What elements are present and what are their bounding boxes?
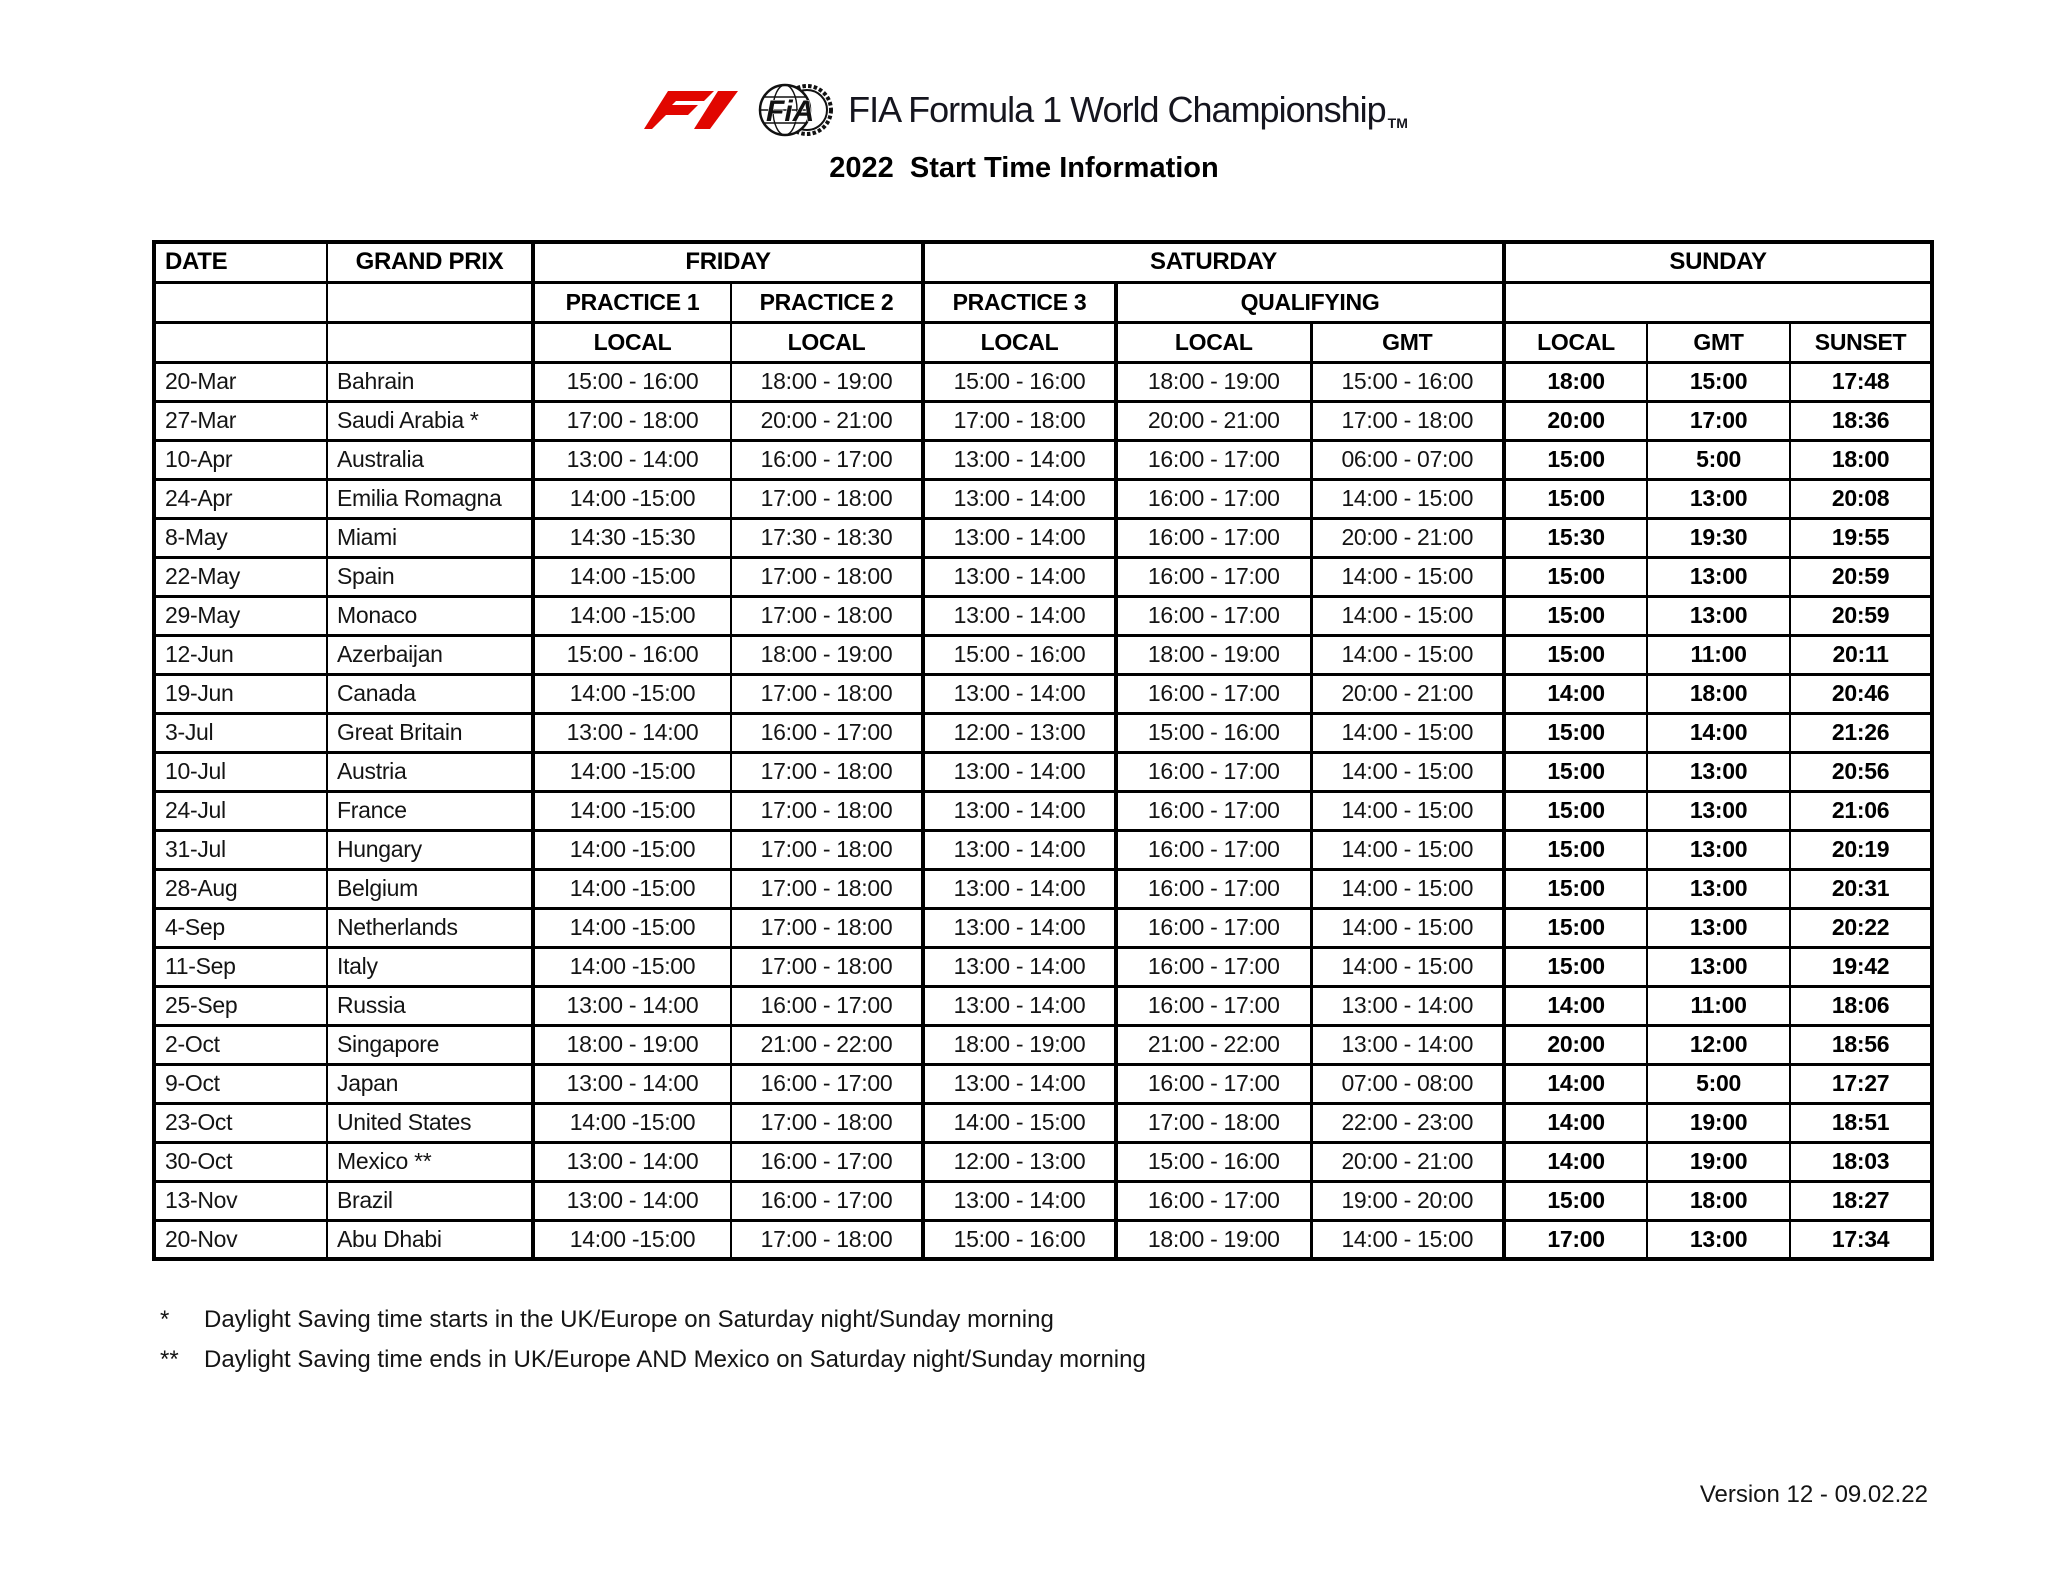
race-name-cell: Netherlands bbox=[327, 908, 533, 947]
grand-prix-column-header: GRAND PRIX bbox=[327, 242, 533, 282]
qualifying-local-cell: 16:00 - 17:00 bbox=[1116, 674, 1311, 713]
race-name-cell: France bbox=[327, 791, 533, 830]
race-gmt-cell: 19:00 bbox=[1647, 1142, 1790, 1181]
practice1-local-cell: 15:00 - 16:00 bbox=[533, 362, 731, 401]
practice1-local-cell: 18:00 - 19:00 bbox=[533, 1025, 731, 1064]
race-name-cell: Abu Dhabi bbox=[327, 1220, 533, 1259]
race-date-cell: 23-Oct bbox=[154, 1103, 327, 1142]
race-date-cell: 12-Jun bbox=[154, 635, 327, 674]
practice2-local-cell: 17:00 - 18:00 bbox=[731, 752, 923, 791]
race-date-cell: 2-Oct bbox=[154, 1025, 327, 1064]
practice2-local-cell: 18:00 - 19:00 bbox=[731, 635, 923, 674]
qualifying-gmt-cell: 20:00 - 21:00 bbox=[1311, 1142, 1504, 1181]
practice2-local-cell: 17:00 - 18:00 bbox=[731, 1103, 923, 1142]
brand-wordmark: FIA Formula 1 World Championship TM bbox=[848, 89, 1408, 131]
empty-cell bbox=[327, 322, 533, 362]
race-name-cell: Canada bbox=[327, 674, 533, 713]
race-gmt-cell: 13:00 bbox=[1647, 830, 1790, 869]
practice3-local-cell: 15:00 - 16:00 bbox=[923, 635, 1116, 674]
race-row bbox=[154, 440, 1932, 479]
race-local-cell: 15:00 bbox=[1504, 713, 1647, 752]
qualifying-gmt-cell: 15:00 - 16:00 bbox=[1311, 362, 1504, 401]
empty-cell bbox=[154, 282, 327, 322]
race-local-cell: 15:30 bbox=[1504, 518, 1647, 557]
qualifying-local-cell: 16:00 - 17:00 bbox=[1116, 986, 1311, 1025]
race-date-cell: 25-Sep bbox=[154, 986, 327, 1025]
race-date-cell: 24-Jul bbox=[154, 791, 327, 830]
practice2-local-cell: 17:00 - 18:00 bbox=[731, 791, 923, 830]
practice1-local-cell: 14:00 -15:00 bbox=[533, 830, 731, 869]
practice1-local-cell: 14:00 -15:00 bbox=[533, 947, 731, 986]
practice2-local-cell: 16:00 - 17:00 bbox=[731, 1142, 923, 1181]
qualifying-local-cell: 18:00 - 19:00 bbox=[1116, 362, 1311, 401]
qualifying-local-cell: 16:00 - 17:00 bbox=[1116, 479, 1311, 518]
practice1-local-cell: 13:00 - 14:00 bbox=[533, 1064, 731, 1103]
practice2-local-cell: 17:00 - 18:00 bbox=[731, 596, 923, 635]
race-date-cell: 10-Jul bbox=[154, 752, 327, 791]
qualifying-local-cell: 16:00 - 17:00 bbox=[1116, 869, 1311, 908]
race-local-cell: 18:00 bbox=[1504, 362, 1647, 401]
qualifying-local-cell: 16:00 - 17:00 bbox=[1116, 596, 1311, 635]
race-local-cell: 15:00 bbox=[1504, 635, 1647, 674]
practice3-local-cell: 15:00 - 16:00 bbox=[923, 1220, 1116, 1259]
practice2-local-cell: 17:00 - 18:00 bbox=[731, 557, 923, 596]
qualifying-local-header: LOCAL bbox=[1116, 322, 1311, 362]
qualifying-local-cell: 16:00 - 17:00 bbox=[1116, 1181, 1311, 1220]
qualifying-gmt-cell: 14:00 - 15:00 bbox=[1311, 596, 1504, 635]
practice1-local-cell: 13:00 - 14:00 bbox=[533, 1181, 731, 1220]
race-row bbox=[154, 1220, 1932, 1259]
race-local-cell: 14:00 bbox=[1504, 1064, 1647, 1103]
trademark-symbol: TM bbox=[1387, 115, 1408, 131]
race-gmt-header: GMT bbox=[1647, 322, 1790, 362]
race-name-cell: Brazil bbox=[327, 1181, 533, 1220]
race-name-cell: Azerbaijan bbox=[327, 635, 533, 674]
race-name-cell: Belgium bbox=[327, 869, 533, 908]
race-gmt-cell: 13:00 bbox=[1647, 791, 1790, 830]
sunset-cell: 19:55 bbox=[1790, 518, 1932, 557]
practice2-local-cell: 17:00 - 18:00 bbox=[731, 674, 923, 713]
race-gmt-cell: 12:00 bbox=[1647, 1025, 1790, 1064]
qualifying-gmt-cell: 14:00 - 15:00 bbox=[1311, 557, 1504, 596]
race-rows bbox=[154, 362, 1932, 1259]
sunset-cell: 20:56 bbox=[1790, 752, 1932, 791]
footnote-marker: * bbox=[160, 1306, 170, 1333]
race-local-cell: 15:00 bbox=[1504, 752, 1647, 791]
race-date-cell: 10-Apr bbox=[154, 440, 327, 479]
race-gmt-cell: 5:00 bbox=[1647, 1064, 1790, 1103]
race-local-cell: 14:00 bbox=[1504, 674, 1647, 713]
race-name-cell: Miami bbox=[327, 518, 533, 557]
qualifying-gmt-cell: 14:00 - 15:00 bbox=[1311, 830, 1504, 869]
qualifying-gmt-cell: 20:00 - 21:00 bbox=[1311, 518, 1504, 557]
qualifying-local-cell: 17:00 - 18:00 bbox=[1116, 1103, 1311, 1142]
qualifying-gmt-cell: 14:00 - 15:00 bbox=[1311, 791, 1504, 830]
practice2-local-cell: 17:00 - 18:00 bbox=[731, 947, 923, 986]
race-name-cell: United States bbox=[327, 1103, 533, 1142]
race-row bbox=[154, 986, 1932, 1025]
qualifying-local-cell: 16:00 - 17:00 bbox=[1116, 947, 1311, 986]
practice3-local-cell: 13:00 - 14:00 bbox=[923, 869, 1116, 908]
practice1-local-cell: 14:00 -15:00 bbox=[533, 557, 731, 596]
practice3-local-cell: 18:00 - 19:00 bbox=[923, 1025, 1116, 1064]
race-name-cell: Singapore bbox=[327, 1025, 533, 1064]
practice1-local-cell: 14:00 -15:00 bbox=[533, 908, 731, 947]
race-row bbox=[154, 362, 1932, 401]
fia-emblem-text: FiA bbox=[766, 95, 815, 128]
race-row bbox=[154, 557, 1932, 596]
race-row bbox=[154, 830, 1932, 869]
practice3-local-cell: 13:00 - 14:00 bbox=[923, 986, 1116, 1025]
timezone-header-row bbox=[154, 322, 1932, 362]
race-gmt-cell: 17:00 bbox=[1647, 401, 1790, 440]
qualifying-gmt-cell: 14:00 - 15:00 bbox=[1311, 947, 1504, 986]
race-row bbox=[154, 869, 1932, 908]
race-gmt-cell: 15:00 bbox=[1647, 362, 1790, 401]
practice3-header: PRACTICE 3 bbox=[923, 282, 1116, 322]
practice2-local-cell: 16:00 - 17:00 bbox=[731, 440, 923, 479]
race-row bbox=[154, 791, 1932, 830]
sunset-cell: 20:08 bbox=[1790, 479, 1932, 518]
race-gmt-cell: 13:00 bbox=[1647, 947, 1790, 986]
race-date-cell: 13-Nov bbox=[154, 1181, 327, 1220]
qualifying-local-cell: 21:00 - 22:00 bbox=[1116, 1025, 1311, 1064]
race-date-cell: 19-Jun bbox=[154, 674, 327, 713]
practice3-local-cell: 13:00 - 14:00 bbox=[923, 791, 1116, 830]
footnote-marker: ** bbox=[160, 1346, 179, 1373]
race-name-cell: Hungary bbox=[327, 830, 533, 869]
practice1-local-cell: 14:00 -15:00 bbox=[533, 791, 731, 830]
practice3-local-cell: 13:00 - 14:00 bbox=[923, 1064, 1116, 1103]
qualifying-gmt-cell: 14:00 - 15:00 bbox=[1311, 479, 1504, 518]
race-name-cell: Emilia Romagna bbox=[327, 479, 533, 518]
race-date-cell: 11-Sep bbox=[154, 947, 327, 986]
sunset-cell: 20:19 bbox=[1790, 830, 1932, 869]
race-name-cell: Japan bbox=[327, 1064, 533, 1103]
practice1-local-cell: 14:00 -15:00 bbox=[533, 869, 731, 908]
race-local-cell: 14:00 bbox=[1504, 986, 1647, 1025]
race-gmt-cell: 13:00 bbox=[1647, 869, 1790, 908]
practice2-local-cell: 16:00 - 17:00 bbox=[731, 713, 923, 752]
race-row bbox=[154, 752, 1932, 791]
sunset-cell: 20:22 bbox=[1790, 908, 1932, 947]
race-date-cell: 20-Nov bbox=[154, 1220, 327, 1259]
race-name-cell: Spain bbox=[327, 557, 533, 596]
sunset-cell: 17:34 bbox=[1790, 1220, 1932, 1259]
race-date-cell: 31-Jul bbox=[154, 830, 327, 869]
sunset-cell: 17:27 bbox=[1790, 1064, 1932, 1103]
sunset-cell: 18:03 bbox=[1790, 1142, 1932, 1181]
sunset-cell: 20:31 bbox=[1790, 869, 1932, 908]
race-local-cell: 15:00 bbox=[1504, 947, 1647, 986]
race-gmt-cell: 5:00 bbox=[1647, 440, 1790, 479]
session-header-row bbox=[154, 282, 1932, 322]
practice3-local-cell: 17:00 - 18:00 bbox=[923, 401, 1116, 440]
race-local-cell: 15:00 bbox=[1504, 1181, 1647, 1220]
practice3-local-header: LOCAL bbox=[923, 322, 1116, 362]
race-gmt-cell: 13:00 bbox=[1647, 908, 1790, 947]
sunset-cell: 20:46 bbox=[1790, 674, 1932, 713]
version-label: Version 12 - 09.02.22 bbox=[1699, 1481, 1928, 1508]
sunset-cell: 18:00 bbox=[1790, 440, 1932, 479]
practice1-local-cell: 14:00 -15:00 bbox=[533, 752, 731, 791]
practice3-local-cell: 13:00 - 14:00 bbox=[923, 1181, 1116, 1220]
saturday-group-header: SATURDAY bbox=[923, 242, 1504, 282]
qualifying-gmt-cell: 14:00 - 15:00 bbox=[1311, 908, 1504, 947]
practice1-local-cell: 15:00 - 16:00 bbox=[533, 635, 731, 674]
practice3-local-cell: 12:00 - 13:00 bbox=[923, 713, 1116, 752]
sunset-cell: 20:11 bbox=[1790, 635, 1932, 674]
race-name-cell: Austria bbox=[327, 752, 533, 791]
empty-cell bbox=[327, 282, 533, 322]
sunset-cell: 20:59 bbox=[1790, 596, 1932, 635]
footnote-dst-ends bbox=[160, 1346, 1146, 1374]
qualifying-gmt-cell: 13:00 - 14:00 bbox=[1311, 986, 1504, 1025]
practice1-local-cell: 13:00 - 14:00 bbox=[533, 440, 731, 479]
sunset-cell: 19:42 bbox=[1790, 947, 1932, 986]
race-row bbox=[154, 908, 1932, 947]
empty-cell bbox=[154, 322, 327, 362]
practice2-local-cell: 16:00 - 17:00 bbox=[731, 986, 923, 1025]
race-local-cell: 15:00 bbox=[1504, 908, 1647, 947]
race-date-cell: 28-Aug bbox=[154, 869, 327, 908]
race-row bbox=[154, 1181, 1932, 1220]
qualifying-gmt-cell: 17:00 - 18:00 bbox=[1311, 401, 1504, 440]
race-local-cell: 20:00 bbox=[1504, 401, 1647, 440]
practice2-local-cell: 17:00 - 18:00 bbox=[731, 479, 923, 518]
race-gmt-cell: 19:00 bbox=[1647, 1103, 1790, 1142]
qualifying-local-cell: 16:00 - 17:00 bbox=[1116, 1064, 1311, 1103]
practice1-local-cell: 14:00 -15:00 bbox=[533, 1103, 731, 1142]
sunset-cell: 17:48 bbox=[1790, 362, 1932, 401]
race-gmt-cell: 13:00 bbox=[1647, 479, 1790, 518]
qualifying-gmt-cell: 14:00 - 15:00 bbox=[1311, 1220, 1504, 1259]
race-gmt-cell: 14:00 bbox=[1647, 713, 1790, 752]
practice2-local-cell: 21:00 - 22:00 bbox=[731, 1025, 923, 1064]
race-gmt-cell: 11:00 bbox=[1647, 986, 1790, 1025]
day-header-row bbox=[154, 242, 1932, 282]
qualifying-gmt-cell: 14:00 - 15:00 bbox=[1311, 752, 1504, 791]
qualifying-gmt-cell: 14:00 - 15:00 bbox=[1311, 869, 1504, 908]
qualifying-gmt-header: GMT bbox=[1311, 322, 1504, 362]
race-name-cell: Italy bbox=[327, 947, 533, 986]
empty-sunday-cell bbox=[1504, 282, 1932, 322]
practice3-local-cell: 13:00 - 14:00 bbox=[923, 440, 1116, 479]
race-row bbox=[154, 1025, 1932, 1064]
race-name-cell: Monaco bbox=[327, 596, 533, 635]
sunset-cell: 18:36 bbox=[1790, 401, 1932, 440]
qualifying-gmt-cell: 06:00 - 07:00 bbox=[1311, 440, 1504, 479]
practice3-local-cell: 14:00 - 15:00 bbox=[923, 1103, 1116, 1142]
qualifying-local-cell: 18:00 - 19:00 bbox=[1116, 635, 1311, 674]
practice1-local-cell: 14:00 -15:00 bbox=[533, 479, 731, 518]
race-gmt-cell: 13:00 bbox=[1647, 1220, 1790, 1259]
practice3-local-cell: 13:00 - 14:00 bbox=[923, 479, 1116, 518]
race-row bbox=[154, 947, 1932, 986]
f1-logo-icon bbox=[640, 91, 744, 129]
qualifying-local-cell: 16:00 - 17:00 bbox=[1116, 518, 1311, 557]
sunset-cell: 21:06 bbox=[1790, 791, 1932, 830]
sunset-cell: 18:51 bbox=[1790, 1103, 1932, 1142]
date-column-header: DATE bbox=[154, 242, 327, 282]
race-local-cell: 14:00 bbox=[1504, 1103, 1647, 1142]
practice3-local-cell: 13:00 - 14:00 bbox=[923, 947, 1116, 986]
qualifying-gmt-cell: 07:00 - 08:00 bbox=[1311, 1064, 1504, 1103]
qualifying-gmt-cell: 22:00 - 23:00 bbox=[1311, 1103, 1504, 1142]
practice3-local-cell: 13:00 - 14:00 bbox=[923, 830, 1116, 869]
practice3-local-cell: 13:00 - 14:00 bbox=[923, 674, 1116, 713]
race-row bbox=[154, 1103, 1932, 1142]
race-date-cell: 3-Jul bbox=[154, 713, 327, 752]
practice1-header: PRACTICE 1 bbox=[533, 282, 731, 322]
practice2-local-cell: 17:00 - 18:00 bbox=[731, 830, 923, 869]
race-date-cell: 20-Mar bbox=[154, 362, 327, 401]
qualifying-local-cell: 16:00 - 17:00 bbox=[1116, 830, 1311, 869]
qualifying-local-cell: 16:00 - 17:00 bbox=[1116, 752, 1311, 791]
race-name-cell: Australia bbox=[327, 440, 533, 479]
race-local-header: LOCAL bbox=[1504, 322, 1647, 362]
race-gmt-cell: 13:00 bbox=[1647, 752, 1790, 791]
qualifying-local-cell: 20:00 - 21:00 bbox=[1116, 401, 1311, 440]
race-date-cell: 8-May bbox=[154, 518, 327, 557]
race-name-cell: Bahrain bbox=[327, 362, 533, 401]
sunset-cell: 18:06 bbox=[1790, 986, 1932, 1025]
qualifying-gmt-cell: 14:00 - 15:00 bbox=[1311, 713, 1504, 752]
race-row bbox=[154, 674, 1932, 713]
practice3-local-cell: 13:00 - 14:00 bbox=[923, 557, 1116, 596]
race-gmt-cell: 11:00 bbox=[1647, 635, 1790, 674]
race-name-cell: Russia bbox=[327, 986, 533, 1025]
race-date-cell: 9-Oct bbox=[154, 1064, 327, 1103]
race-name-cell: Mexico ** bbox=[327, 1142, 533, 1181]
race-local-cell: 20:00 bbox=[1504, 1025, 1647, 1064]
practice2-local-cell: 17:00 - 18:00 bbox=[731, 908, 923, 947]
friday-group-header: FRIDAY bbox=[533, 242, 923, 282]
sunset-cell: 18:27 bbox=[1790, 1181, 1932, 1220]
race-row bbox=[154, 518, 1932, 557]
qualifying-gmt-cell: 14:00 - 15:00 bbox=[1311, 635, 1504, 674]
practice1-local-cell: 14:00 -15:00 bbox=[533, 596, 731, 635]
practice1-local-header: LOCAL bbox=[533, 322, 731, 362]
qualifying-gmt-cell: 19:00 - 20:00 bbox=[1311, 1181, 1504, 1220]
race-gmt-cell: 13:00 bbox=[1647, 596, 1790, 635]
race-local-cell: 15:00 bbox=[1504, 596, 1647, 635]
practice3-local-cell: 12:00 - 13:00 bbox=[923, 1142, 1116, 1181]
practice1-local-cell: 13:00 - 14:00 bbox=[533, 713, 731, 752]
practice3-local-cell: 13:00 - 14:00 bbox=[923, 518, 1116, 557]
sunday-group-header: SUNDAY bbox=[1504, 242, 1932, 282]
sunset-cell: 18:56 bbox=[1790, 1025, 1932, 1064]
practice1-local-cell: 14:30 -15:30 bbox=[533, 518, 731, 557]
practice2-header: PRACTICE 2 bbox=[731, 282, 923, 322]
practice3-local-cell: 15:00 - 16:00 bbox=[923, 362, 1116, 401]
practice2-local-cell: 17:00 - 18:00 bbox=[731, 869, 923, 908]
race-local-cell: 15:00 bbox=[1504, 830, 1647, 869]
sunset-header: SUNSET bbox=[1790, 322, 1932, 362]
race-local-cell: 15:00 bbox=[1504, 869, 1647, 908]
footnote-text: Daylight Saving time ends in UK/Europe AND Mexico on Saturday night/Sunday morning bbox=[204, 1346, 1146, 1373]
race-date-cell: 22-May bbox=[154, 557, 327, 596]
qualifying-local-cell: 15:00 - 16:00 bbox=[1116, 1142, 1311, 1181]
race-local-cell: 17:00 bbox=[1504, 1220, 1647, 1259]
race-local-cell: 15:00 bbox=[1504, 791, 1647, 830]
race-gmt-cell: 18:00 bbox=[1647, 1181, 1790, 1220]
sunset-cell: 20:59 bbox=[1790, 557, 1932, 596]
practice3-local-cell: 13:00 - 14:00 bbox=[923, 752, 1116, 791]
practice3-local-cell: 13:00 - 14:00 bbox=[923, 908, 1116, 947]
footnote-dst-starts bbox=[160, 1306, 1054, 1334]
race-date-cell: 27-Mar bbox=[154, 401, 327, 440]
practice2-local-cell: 18:00 - 19:00 bbox=[731, 362, 923, 401]
practice1-local-cell: 13:00 - 14:00 bbox=[533, 986, 731, 1025]
race-gmt-cell: 18:00 bbox=[1647, 674, 1790, 713]
race-gmt-cell: 19:30 bbox=[1647, 518, 1790, 557]
qualifying-header: QUALIFYING bbox=[1116, 282, 1504, 322]
brand-header bbox=[0, 82, 2048, 138]
race-name-cell: Saudi Arabia * bbox=[327, 401, 533, 440]
practice1-local-cell: 14:00 -15:00 bbox=[533, 674, 731, 713]
practice1-local-cell: 13:00 - 14:00 bbox=[533, 1142, 731, 1181]
race-local-cell: 15:00 bbox=[1504, 440, 1647, 479]
qualifying-gmt-cell: 13:00 - 14:00 bbox=[1311, 1025, 1504, 1064]
practice2-local-cell: 16:00 - 17:00 bbox=[731, 1181, 923, 1220]
race-name-cell: Great Britain bbox=[327, 713, 533, 752]
practice1-local-cell: 14:00 -15:00 bbox=[533, 1220, 731, 1259]
practice1-local-cell: 17:00 - 18:00 bbox=[533, 401, 731, 440]
qualifying-local-cell: 16:00 - 17:00 bbox=[1116, 908, 1311, 947]
race-local-cell: 14:00 bbox=[1504, 1142, 1647, 1181]
sunset-cell: 21:26 bbox=[1790, 713, 1932, 752]
fia-emblem-icon bbox=[758, 82, 834, 138]
race-date-cell: 30-Oct bbox=[154, 1142, 327, 1181]
practice2-local-cell: 17:30 - 18:30 bbox=[731, 518, 923, 557]
footnote-text: Daylight Saving time starts in the UK/Europe on Saturday night/Sunday morning bbox=[204, 1306, 1054, 1333]
race-row bbox=[154, 1142, 1932, 1181]
practice2-local-cell: 17:00 - 18:00 bbox=[731, 1220, 923, 1259]
practice2-local-cell: 16:00 - 17:00 bbox=[731, 1064, 923, 1103]
practice3-local-cell: 13:00 - 14:00 bbox=[923, 596, 1116, 635]
start-times-table bbox=[152, 240, 1934, 1261]
practice2-local-header: LOCAL bbox=[731, 322, 923, 362]
qualifying-local-cell: 16:00 - 17:00 bbox=[1116, 440, 1311, 479]
race-local-cell: 15:00 bbox=[1504, 479, 1647, 518]
race-row bbox=[154, 635, 1932, 674]
race-local-cell: 15:00 bbox=[1504, 557, 1647, 596]
qualifying-gmt-cell: 20:00 - 21:00 bbox=[1311, 674, 1504, 713]
race-date-cell: 24-Apr bbox=[154, 479, 327, 518]
race-date-cell: 29-May bbox=[154, 596, 327, 635]
race-row bbox=[154, 713, 1932, 752]
page-title: 2022 Start Time Information bbox=[829, 152, 1219, 184]
qualifying-local-cell: 16:00 - 17:00 bbox=[1116, 557, 1311, 596]
race-row bbox=[154, 596, 1932, 635]
qualifying-local-cell: 16:00 - 17:00 bbox=[1116, 791, 1311, 830]
practice2-local-cell: 20:00 - 21:00 bbox=[731, 401, 923, 440]
race-row bbox=[154, 401, 1932, 440]
race-row bbox=[154, 479, 1932, 518]
race-date-cell: 4-Sep bbox=[154, 908, 327, 947]
race-row bbox=[154, 1064, 1932, 1103]
qualifying-local-cell: 15:00 - 16:00 bbox=[1116, 713, 1311, 752]
race-gmt-cell: 13:00 bbox=[1647, 557, 1790, 596]
qualifying-local-cell: 18:00 - 19:00 bbox=[1116, 1220, 1311, 1259]
